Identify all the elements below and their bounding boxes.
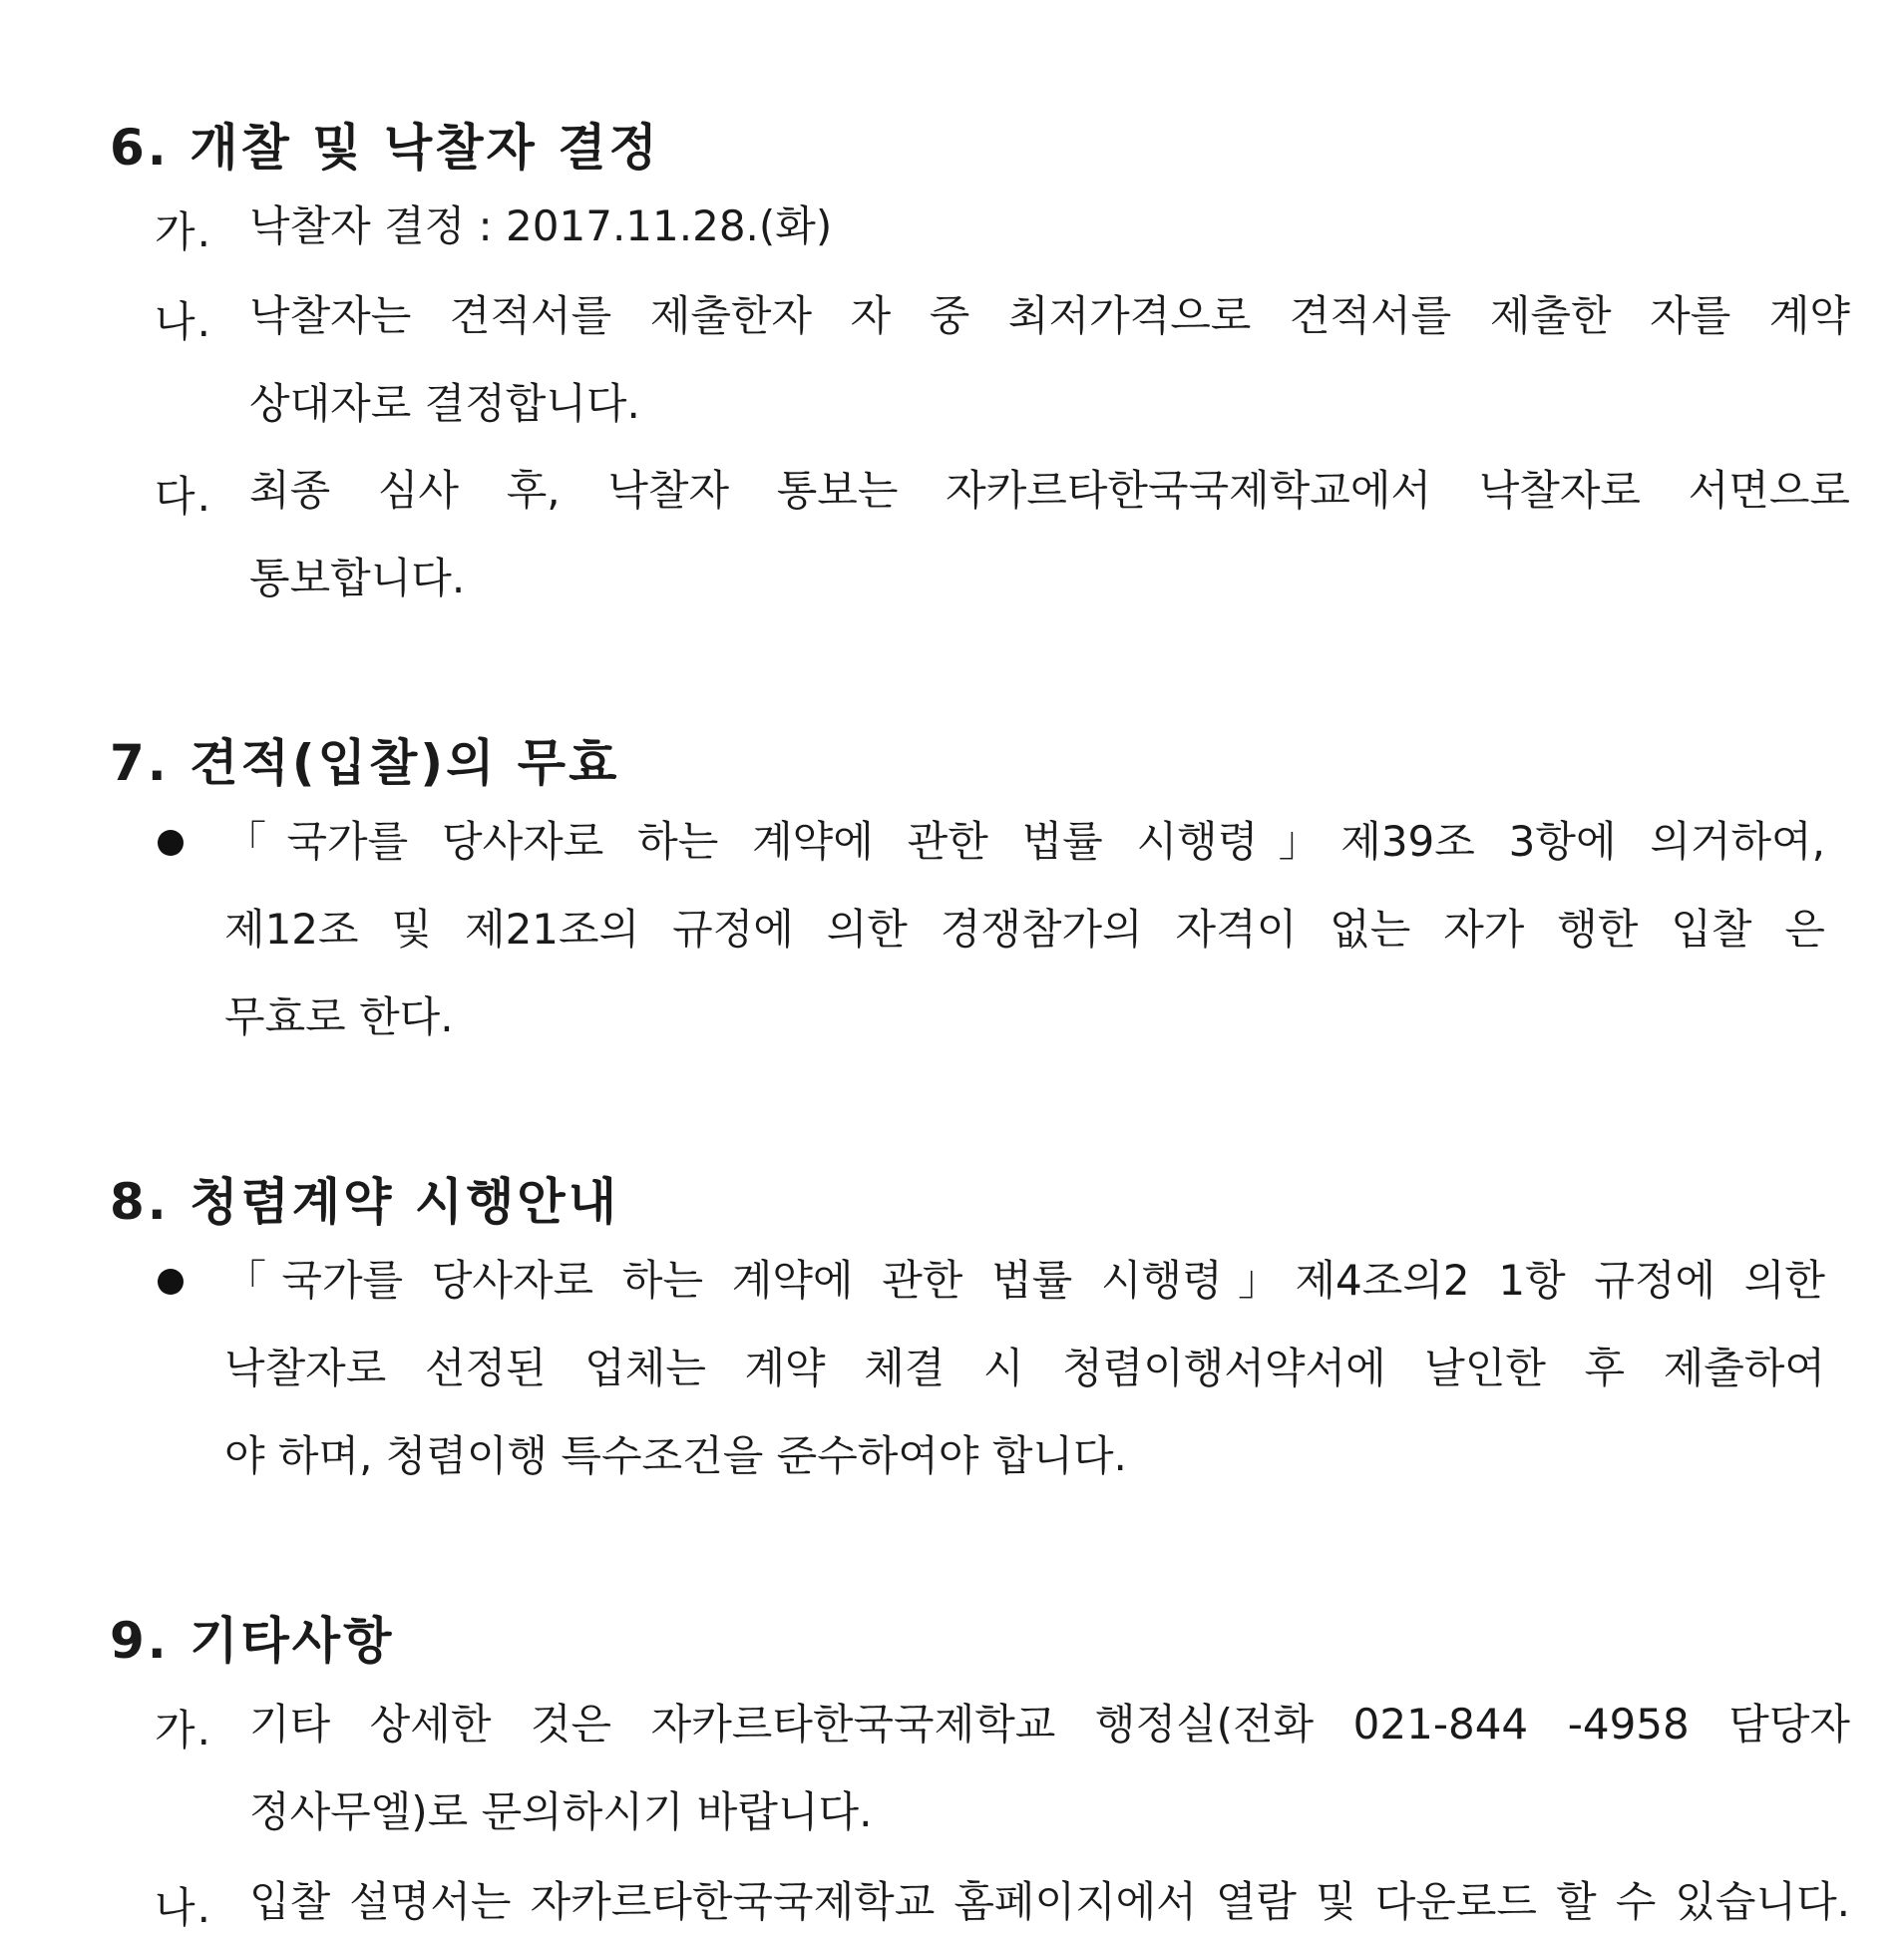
section-6-item-ga-marker: 가.: [155, 207, 212, 256]
section-7-heading: 7. 견적(입찰)의 무효: [110, 734, 620, 792]
text-line: 통보합니다.: [249, 554, 466, 602]
section-9-item-ga-text: [249, 1681, 1850, 1856]
text-line: 제12조 및 제21조의 규정에 의한 경쟁참가의 자격이 없는 자가 행한 입찰 은: [224, 905, 1825, 954]
text-line: 입찰 설명서는 자카르타한국국제학교 홈페이지에서 열람 및 다운로드 할 수 있습니다.: [249, 1877, 1850, 1926]
section-8-item-text: [224, 1237, 1825, 1500]
text-line: 기타 상세한 것은 자카르타한국국제학교 행정실(전화 021-844 -4958 담당자: [249, 1700, 1850, 1749]
text-line: 정사무엘)로 문의하시기 바랍니다.: [249, 1787, 873, 1836]
text-line: 무효로 한다.: [224, 992, 454, 1041]
text-line: 최종 심사 후, 낙찰자 통보는 자카르타한국국제학교에서 낙찰자로 서면으로: [249, 466, 1850, 515]
text-line: 낙찰자 결정 : 2017.11.28.(화): [249, 201, 833, 250]
text-line: 낙찰자로 선정된 업체는 계약 체결 시 청렴이행서약서에 날인한 후 제출하여: [224, 1344, 1825, 1392]
text-line: 「국가를 당사자로 하는 계약에 관한 법률 시행령」제39조 3항에 의거하여,: [224, 817, 1825, 866]
text-line: 낙찰자는 견적서를 제출한자 자 중 최저가격으로 견적서를 제출한 자를 계약: [249, 291, 1850, 340]
text-line: 「국가를 당사자로 하는 계약에 관한 법률 시행령」제4조의2 1항 규정에 의한: [224, 1256, 1825, 1305]
section-6-heading: 6. 개찰 및 낙찰자 결정: [110, 119, 660, 177]
text-line: 야 하며, 청렴이행 특수조건을 준수하여야 합니다.: [224, 1431, 1127, 1480]
section-6-item-na-text: [249, 272, 1850, 448]
section-9-item-ga-marker: 가.: [155, 1706, 212, 1754]
section-9-item-na-marker: 나.: [155, 1883, 212, 1932]
section-6-item-ga-text: [249, 183, 1247, 270]
section-6-item-na-marker: 나.: [155, 297, 212, 346]
text-line: 상대자로 결정합니다.: [249, 379, 640, 428]
section-8-heading: 8. 청렴계약 시행안내: [110, 1173, 619, 1231]
section-9-heading: 9. 기타사항: [110, 1612, 395, 1670]
bullet-icon: [158, 830, 184, 856]
section-9-item-na-text: [249, 1858, 1850, 1946]
section-6-item-da-text: [249, 447, 1850, 622]
section-6-item-da-marker: 다.: [155, 472, 212, 521]
section-7-item-text: [224, 798, 1825, 1061]
bullet-icon: [158, 1269, 184, 1295]
